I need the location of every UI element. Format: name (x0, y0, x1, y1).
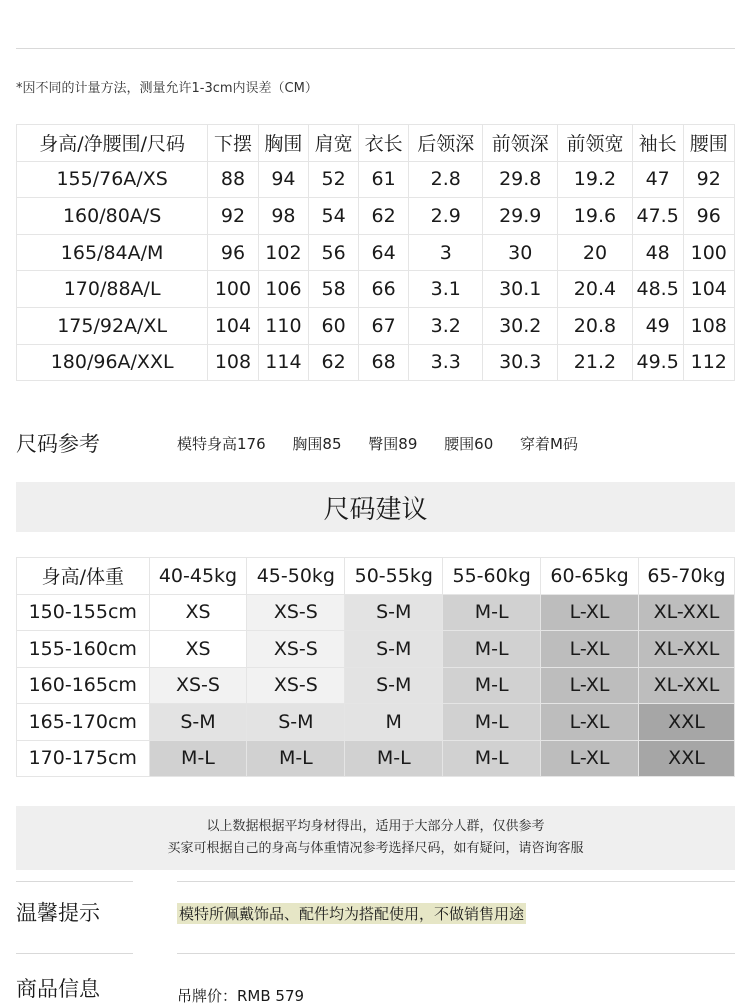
tip-divider-right (177, 881, 735, 882)
recommendation-header-cell: 55-60kg (443, 558, 541, 595)
tip-label: 温馨提示 (16, 901, 100, 925)
model-hip: 臀围89 (368, 435, 418, 453)
recommended-size-cell: S-M (345, 594, 443, 631)
recommended-size-cell: XL-XXL (638, 594, 734, 631)
recommended-size-cell: XL-XXL (638, 631, 734, 668)
height-range-cell: 160-165cm (17, 667, 150, 704)
recommended-size-cell: S-M (149, 704, 247, 741)
size-table-cell: 62 (359, 198, 409, 235)
recommended-size-cell: XS-S (149, 667, 247, 704)
size-table-cell: 114 (258, 344, 308, 381)
recommended-size-cell: XS-S (247, 667, 345, 704)
disclaimer-line-1: 以上数据根据平均身材得出，适用于大部分人群，仅供参考 (206, 819, 545, 834)
size-table-cell: 98 (258, 198, 308, 235)
top-divider (16, 48, 735, 49)
size-table-cell: 175/92A/XL (17, 307, 208, 344)
size-table-cell: 30.2 (483, 307, 558, 344)
info-divider-right (177, 953, 735, 954)
size-table-row (17, 344, 735, 381)
recommendation-header-row (17, 558, 735, 595)
size-table-cell: 30 (483, 234, 558, 271)
recommended-size-cell: XS-S (247, 631, 345, 668)
tip-divider-left (16, 881, 133, 882)
size-table-cell: 102 (258, 234, 308, 271)
size-table-cell: 160/80A/S (17, 198, 208, 235)
size-table-cell: 19.6 (558, 198, 633, 235)
recommended-size-cell: L-XL (541, 704, 639, 741)
size-chart-table (16, 124, 735, 381)
size-table-cell: 58 (309, 271, 359, 308)
size-table-cell: 180/96A/XXL (17, 344, 208, 381)
recommendation-header-cell: 身高/体重 (17, 558, 150, 595)
size-table-cell: 47 (632, 161, 683, 198)
model-waist: 腰围60 (444, 435, 494, 453)
size-table-cell: 20 (558, 234, 633, 271)
recommended-size-cell: L-XL (541, 740, 639, 777)
model-bust: 胸围85 (292, 435, 342, 453)
recommended-size-cell: L-XL (541, 594, 639, 631)
size-table-cell: 64 (359, 234, 409, 271)
size-table-row (17, 161, 735, 198)
size-table-cell: 100 (208, 271, 258, 308)
size-table-cell: 49 (632, 307, 683, 344)
size-table-cell: 19.2 (558, 161, 633, 198)
size-table-header-cell: 衣长 (359, 125, 409, 162)
size-table-cell: 30.1 (483, 271, 558, 308)
size-table-cell: 2.9 (409, 198, 483, 235)
size-table-header-cell: 前领深 (483, 125, 558, 162)
size-table-cell: 48 (632, 234, 683, 271)
height-range-cell: 165-170cm (17, 704, 150, 741)
size-table-cell: 67 (359, 307, 409, 344)
recommendation-row (17, 631, 735, 668)
recommendation-row (17, 667, 735, 704)
recommendation-header-cell: 40-45kg (149, 558, 247, 595)
size-table-cell: 108 (208, 344, 258, 381)
recommendation-row (17, 704, 735, 741)
size-table-cell: 104 (683, 271, 735, 308)
recommended-size-cell: M-L (345, 740, 443, 777)
size-table-cell: 30.3 (483, 344, 558, 381)
recommended-size-cell: XXL (638, 740, 734, 777)
size-table-cell: 20.4 (558, 271, 633, 308)
size-table-cell: 165/84A/M (17, 234, 208, 271)
measurement-note: *因不同的计量方法，测量允许1-3cm内误差（CM） (16, 81, 318, 96)
size-table-header-cell: 后领深 (409, 125, 483, 162)
size-reference-label: 尺码参考 (16, 432, 100, 456)
size-table-cell: 3.2 (409, 307, 483, 344)
size-table-cell: 47.5 (632, 198, 683, 235)
size-table-cell: 52 (309, 161, 359, 198)
height-range-cell: 155-160cm (17, 631, 150, 668)
recommendation-header-cell: 60-65kg (541, 558, 639, 595)
recommended-size-cell: XXL (638, 704, 734, 741)
height-range-cell: 170-175cm (17, 740, 150, 777)
size-table-cell: 54 (309, 198, 359, 235)
size-table-cell: 155/76A/XS (17, 161, 208, 198)
disclaimer-box (16, 806, 735, 870)
size-table-cell: 48.5 (632, 271, 683, 308)
size-table-cell: 29.8 (483, 161, 558, 198)
size-table-cell: 68 (359, 344, 409, 381)
size-table-cell: 170/88A/L (17, 271, 208, 308)
recommended-size-cell: M-L (149, 740, 247, 777)
size-table-row (17, 234, 735, 271)
size-table-header-cell: 袖长 (632, 125, 683, 162)
recommended-size-cell: M-L (443, 631, 541, 668)
size-table-header-cell: 胸围 (258, 125, 308, 162)
size-table-cell: 49.5 (632, 344, 683, 381)
size-table-cell: 62 (309, 344, 359, 381)
recommended-size-cell: M (345, 704, 443, 741)
size-table-header-cell: 前领宽 (558, 125, 633, 162)
recommended-size-cell: M-L (247, 740, 345, 777)
recommended-size-cell: S-M (247, 704, 345, 741)
size-table-header-cell: 身高/净腰围/尺码 (17, 125, 208, 162)
recommended-size-cell: M-L (443, 667, 541, 704)
size-table-cell: 3.3 (409, 344, 483, 381)
size-table-cell: 20.8 (558, 307, 633, 344)
tag-price: 吊牌价：RMB 579 (177, 987, 305, 1005)
size-table-row (17, 271, 735, 308)
height-range-cell: 150-155cm (17, 594, 150, 631)
recommended-size-cell: L-XL (541, 631, 639, 668)
size-table-cell: 108 (683, 307, 735, 344)
size-table-header-cell: 腰围 (683, 125, 735, 162)
size-table-row (17, 198, 735, 235)
recommended-size-cell: M-L (443, 594, 541, 631)
recommended-size-cell: XS-S (247, 594, 345, 631)
recommended-size-cell: XL-XXL (638, 667, 734, 704)
recommendation-header-cell: 45-50kg (247, 558, 345, 595)
size-table-cell: 88 (208, 161, 258, 198)
size-table-cell: 21.2 (558, 344, 633, 381)
recommended-size-cell: S-M (345, 667, 443, 704)
size-table-cell: 3 (409, 234, 483, 271)
size-table-cell: 2.8 (409, 161, 483, 198)
size-table-cell: 92 (208, 198, 258, 235)
size-table-cell: 61 (359, 161, 409, 198)
recommendation-header-cell: 65-70kg (638, 558, 734, 595)
size-table-header-cell: 下摆 (208, 125, 258, 162)
size-recommendation-table (16, 557, 735, 777)
size-table-cell: 104 (208, 307, 258, 344)
recommendation-header-cell: 50-55kg (345, 558, 443, 595)
size-table-cell: 56 (309, 234, 359, 271)
recommended-size-cell: XS (149, 594, 247, 631)
size-table-cell: 3.1 (409, 271, 483, 308)
size-table-cell: 106 (258, 271, 308, 308)
size-table-cell: 110 (258, 307, 308, 344)
model-size-worn: 穿着M码 (520, 435, 578, 453)
size-table-cell: 100 (683, 234, 735, 271)
recommendation-row (17, 594, 735, 631)
size-table-cell: 60 (309, 307, 359, 344)
size-table-header-cell: 肩宽 (309, 125, 359, 162)
size-table-header-row (17, 125, 735, 162)
info-divider-left (16, 953, 133, 954)
disclaimer-line-2: 买家可根据自己的身高与体重情况参考选择尺码，如有疑问，请咨询客服 (167, 841, 584, 856)
recommended-size-cell: L-XL (541, 667, 639, 704)
tip-text: 模特所佩戴饰品、配件均为搭配使用，不做销售用途 (179, 905, 525, 923)
model-height: 模特身高176 (177, 435, 266, 453)
recommended-size-cell: XS (149, 631, 247, 668)
recommended-size-cell: M-L (443, 704, 541, 741)
size-table-cell: 112 (683, 344, 735, 381)
product-info-label: 商品信息 (16, 977, 100, 1001)
recommended-size-cell: M-L (443, 740, 541, 777)
size-table-cell: 29.9 (483, 198, 558, 235)
size-reference-items (177, 433, 600, 454)
size-table-cell: 96 (683, 198, 735, 235)
size-recommendation-title: 尺码建议 (16, 482, 735, 532)
size-table-cell: 92 (683, 161, 735, 198)
size-table-cell: 94 (258, 161, 308, 198)
size-table-row (17, 307, 735, 344)
size-table-cell: 96 (208, 234, 258, 271)
recommendation-row (17, 740, 735, 777)
recommended-size-cell: S-M (345, 631, 443, 668)
size-table-cell: 66 (359, 271, 409, 308)
